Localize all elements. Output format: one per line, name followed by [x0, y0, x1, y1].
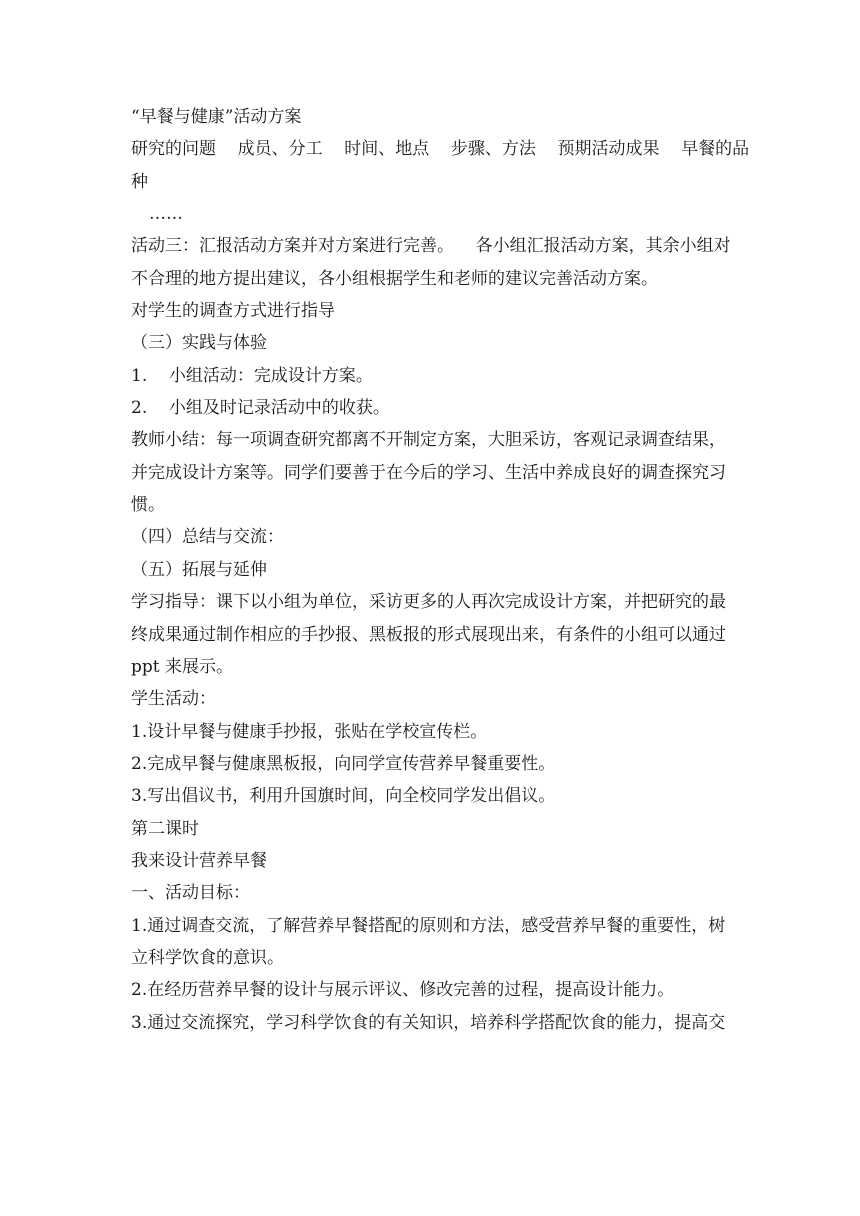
list-item: 3.写出倡议书，利用升国旗时间，向全校同学发出倡议。	[131, 786, 556, 807]
document-body	[131, 101, 750, 1039]
section-summary-heading: （四）总结与交流：	[131, 527, 284, 548]
lesson-two-heading: 第二课时	[131, 818, 199, 839]
list-item: 2.完成早餐与健康黑板报，向同学宣传营养早餐重要性。	[131, 753, 556, 774]
study-guidance-wrap: 终成果通过制作相应的手抄报、黑板报的形式展现出来，有条件的小组可以通过	[131, 624, 726, 645]
teacher-summary-end: 惯。	[131, 495, 165, 516]
lesson-two-title: 我来设计营养早餐	[131, 850, 267, 871]
list-item: 1.通过调查交流，了解营养早餐搭配的原则和方法，感受营养早餐的重要性，树	[131, 915, 726, 936]
activity-three-wrap: 不合理的地方提出建议，各小组根据学生和老师的建议完善活动方案。	[131, 268, 658, 289]
teacher-summary-wrap: 并完成设计方案等。同学们要善于在今后的学习、生活中养成良好的调查探究习	[131, 462, 726, 483]
study-guidance-end: ppt 来展示。	[131, 656, 233, 677]
ellipsis-line: ……	[149, 204, 183, 225]
list-item: 2.在经历营养早餐的设计与展示评议、修改完善的过程，提高设计能力。	[131, 980, 675, 1001]
list-item: 3.通过交流探究，学习科学饮食的有关知识，培养科学搭配饮食的能力，提高交	[131, 1012, 726, 1033]
list-item: 2. 小组及时记录活动中的收获。	[131, 398, 390, 419]
list-item: 1.设计早餐与健康手抄报，张贴在学校宣传栏。	[131, 721, 488, 742]
objectives-heading: 一、活动目标：	[131, 883, 250, 904]
list-item-wrap: 立科学饮食的意识。	[131, 947, 284, 968]
section-practice-heading: （三）实践与体验	[131, 333, 267, 354]
student-activity-heading: 学生活动：	[131, 689, 216, 710]
study-guidance-line: 学习指导：课下以小组为单位，采访更多的人再次完成设计方案，并把研究的最	[131, 592, 726, 613]
activity-three-line: 活动三：汇报活动方案并对方案进行完善。 各小组汇报活动方案，其余小组对	[131, 236, 731, 257]
table-header-line: 研究的问题 成员、分工 时间、地点 步骤、方法 预期活动成果 早餐的品	[131, 139, 750, 160]
table-header-wrap: 种	[131, 171, 148, 192]
list-item: 1. 小组活动：完成设计方案。	[131, 365, 373, 386]
section-extension-heading: （五）拓展与延伸	[131, 559, 267, 580]
plan-title: “早餐与健康”活动方案	[131, 107, 302, 127]
guidance-line: 对学生的调查方式进行指导	[131, 301, 335, 322]
teacher-summary-line: 教师小结：每一项调查研究都离不开制定方案，大胆采访，客观记录调查结果，	[131, 430, 726, 451]
